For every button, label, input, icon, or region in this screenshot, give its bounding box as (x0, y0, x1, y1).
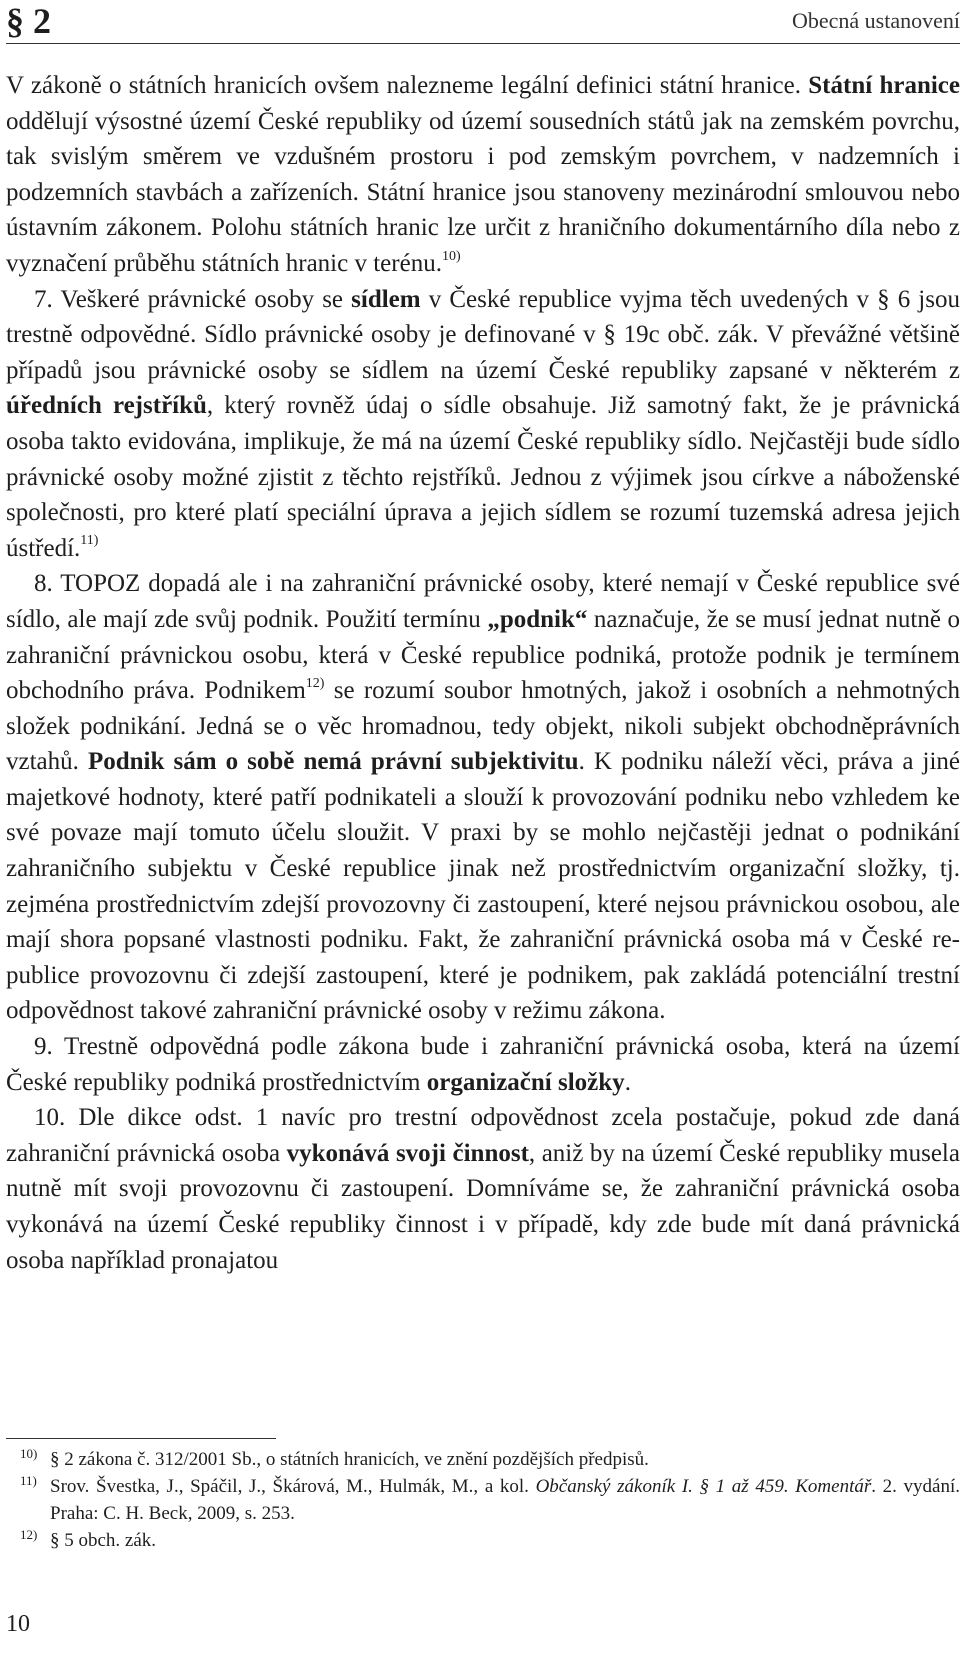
paragraph-9 (6, 1029, 960, 1100)
paragraph-7 (6, 282, 960, 567)
footnote-mark: 11) (20, 1473, 37, 1488)
footnote-mark: 12) (20, 1527, 38, 1542)
text-run: , který rovněž údaj o sídle obsahuje. Již samotný fakt, že je právnická osoba takto evidována, implikuje, že má na území České republiky sídlo. Nejčastěji bude sídlo právnické osoby možné zjistit z těchto rejstříků. Jednou z výjimek jsou církve a náboženské společnosti, pro které platí speciální úprava a jejich sídlem se rozumí tuzemská adresa jejich ústředí. (6, 392, 960, 562)
paragraph-intro (6, 68, 960, 282)
main-text (6, 68, 960, 1278)
page-number: 10 (6, 1611, 30, 1637)
footnote-text: § 5 obch. zák. (50, 1530, 157, 1551)
footnote-ref[interactable]: 11) (80, 533, 99, 549)
text-run: , aniž by na území České republiky musela nutně mít svoji provozovnu či zastoupení. Domníváme se, že zahraniční právnická osoba vykonává na území České republiky činnost i v případě, kdy zde bude mít daná právnická osoba například pronajatou (6, 1139, 960, 1274)
text-run: 7. Veškeré právnické osoby se (34, 285, 352, 313)
footnote-mark: 10) (20, 1446, 38, 1461)
footnote-10 (20, 1446, 960, 1473)
text-run: naznačuje, že se musí jednat nutně o zahraniční právnickou osobu, která v České republice podniká, protože podnik je termínem obchodního práva. Podnikem (6, 605, 960, 705)
text-run: v České republice vyjma těch uvedených v § 6 jsou trestně odpovědné. Sídlo právnické osoby je definované v § 19c obč. zák. V převážné většině případů jsou právnické osoby se sídlem na území České republiky zapsané v některém z (6, 285, 960, 384)
text-run: 9. Trestně odpovědná podle zákona bude i zahraniční právnická osoba, která na území České republiky podniká prostřednictvím (6, 1033, 960, 1096)
bold-term: úředních rejstříků (6, 392, 207, 420)
footnote-11 (20, 1473, 960, 1527)
text-run: 8. TOPOZ dopadá ale i na zahraniční právnické osoby, které nemají v České republice své sídlo, ale mají zde svůj podnik. Použití termínu (6, 570, 960, 633)
text-run: . K podniku náleží věci, práva a jiné majetkové hodnoty, které patří podnikateli a slouží k provozování podniku nebo vzhledem ke své povaze mají tomuto účelu sloužit. V praxi by se mohlo nejčastěji jednat o podnikání zahraničního subjektu v České republice jinak než prostřednictvím organizační složky, tj. zejména prostřednictvím zdejší provozovny či zastoupení, které nejsou právnickou osobou, ale mají shora popsané vlastnosti podniku. Fakt, že zahraniční právnická osoba má v České republice provozovnu či zdejší zastoupení, které je podnikem, pak zakládá potenciální trestní odpovědnost takové zahraniční právnické osoby v režimu zákona. (6, 748, 960, 1025)
footnote-rule (6, 1438, 276, 1439)
running-header (6, 2, 960, 44)
text-run: V zákoně o státních hranicích ovšem nalezneme legální definici státní hranice. (6, 72, 809, 99)
bold-term: „podnik“ (487, 605, 588, 633)
footnote-ref[interactable]: 12) (305, 675, 325, 691)
footnote-text: § 2 zákona č. 312/2001 Sb., o státních hranicích, ve znění pozdějších předpisů. (50, 1449, 649, 1470)
footnote-12 (20, 1527, 960, 1554)
bold-term: organizační složky (426, 1068, 625, 1096)
header-section-number: § 2 (6, 1, 51, 41)
header-rule (6, 43, 960, 44)
footnote-citation-title: Občanský zákoník I. § 1 až 459. Komentář (535, 1476, 872, 1497)
paragraph-8 (6, 566, 960, 1029)
text-run: se rozumí soubor hmotných, jakož i osobních a nehmotných složek podnikání. Jedná se o věc hromadnou, tedy objekt, nikoli subjekt obchodněprávních vztahů. (6, 677, 960, 776)
footnote-ref[interactable]: 10) (441, 248, 461, 264)
footnotes (20, 1446, 960, 1554)
bold-term: Podnik sám o sobě nemá právní subjektivitu (87, 748, 579, 776)
text-run: 10. Dle dikce odst. 1 navíc pro trestní odpovědnost zcela postačuje, pokud zde daná zahraniční právnická osoba (6, 1104, 960, 1167)
footnote-text: Srov. Švestka, J., Spáčil, J., Škárová, M., Hulmák, M., a kol. (50, 1476, 536, 1497)
text-run: . (624, 1068, 631, 1096)
bold-term: sídlem (351, 285, 421, 313)
paragraph-10 (6, 1100, 960, 1278)
bold-term: vykonává svoji činnost (286, 1139, 529, 1167)
text-run: oddělují výsostné území České republiky od území sousedních států jak na zemském povrchu, tak svislým směrem ve vzdušném prostoru i pod zemským povrchem, v nadzemních i podzemních stavbách a zařízeních. Státní hranice jsou stanoveny mezinárodní smlouvou nebo ústavním zákonem. Polohu státních hranic lze určit z hraničního dokumentárního díla nebo z vyznačení průběhu státních hranic v terénu. (6, 107, 960, 277)
bold-term: Státní hranice (808, 72, 960, 99)
footnote-text: . 2. vydání. Praha: C. H. Beck, 2009, s. 253. (50, 1476, 960, 1524)
header-chapter-title: Obecná ustanovení (792, 8, 960, 33)
